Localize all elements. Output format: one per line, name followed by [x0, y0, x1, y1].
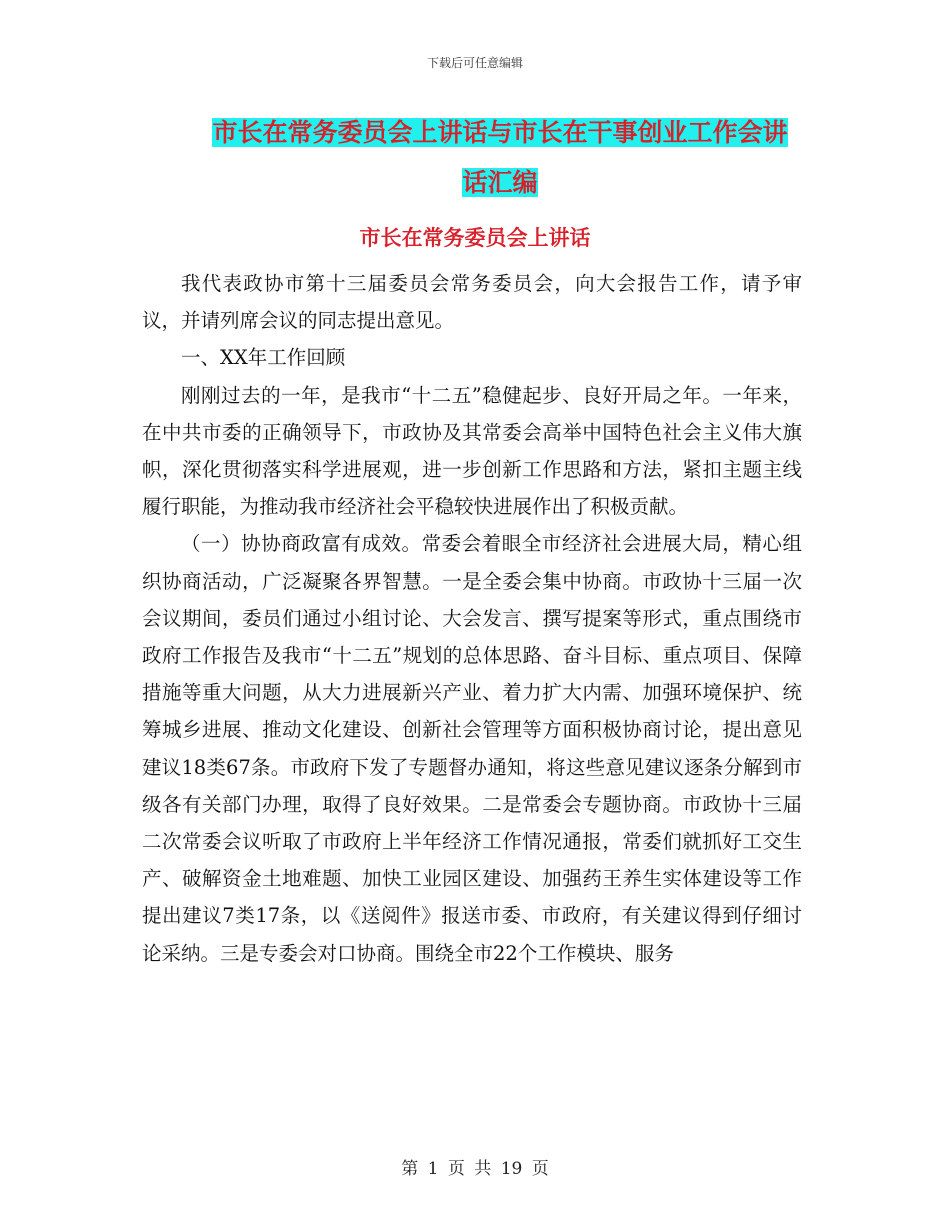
page-number-footer: 第 1 页 共 19 页 — [401, 1159, 549, 1179]
page-header-note: 下载后可任意编辑 — [426, 56, 523, 70]
document-title-line-2: 话汇编 — [462, 168, 538, 197]
paragraph-consultation: （一）协协商政富有成效。常委会着眼全市经济社会进展大局，精心组织协商活动，广泛凝聚各界智慧。一是全委会集中协商。市政协十三届一次会议期间，委员们通过小组讨论、大会发言、撰写提案等形式，重点围绕市政府工作报告及我市“十二五”规划的总体思路、奋斗目标、重点项目、保障措施等重大问题，从大力进展新兴产业、着力扩大内需、加强环境保护、统筹城乡进展、推动文化建设、创新社会管理等方面积极协商讨论，提出意见建议18类67条。市政府下发了专题督办通知，将这些意见建议逐条分解到市级各有关部门办理，取得了良好效果。二是常委会专题协商。市政协十三届二次常委会议听取了市政府上半年经济工作情况通报，常委们就抓好工交生产、破解资金土地难题、加快工业园区建设、加强药王养生实体建设等工作提出建议7类17条，以《送阅件》报送市委、市政府，有关建议得到仔细讨论采纳。三是专委会对口协商。围绕全市22个工作模块、服务 — [142, 532, 802, 965]
document-title-line-1: 市长在常务委员会上讲话与市长在干事创业工作会讲 — [212, 118, 788, 147]
paragraph-intro: 我代表政协市第十三届委员会常务委员会，向大会报告工作，请予审议，并请列席会议的同志提出意见。 — [142, 272, 802, 333]
document-title — [190, 108, 810, 208]
paragraph-heading-review: 一、XX年工作回顾 — [181, 346, 346, 370]
paragraph-year-summary: 刚刚过去的一年，是我市“十二五”稳健起步、良好开局之年。一年来，在中共市委的正确领导下，市政协及其常委会高举中国特色社会主义伟大旗帜，深化贯彻落实科学进展观，进一步创新工作思路和方法，紧扣主题主线履行职能，为推动我市经济社会平稳较快进展作出了积极贡献。 — [142, 383, 802, 519]
document-body — [142, 265, 802, 972]
section-title: 市长在常务委员会上讲话 — [359, 226, 591, 250]
